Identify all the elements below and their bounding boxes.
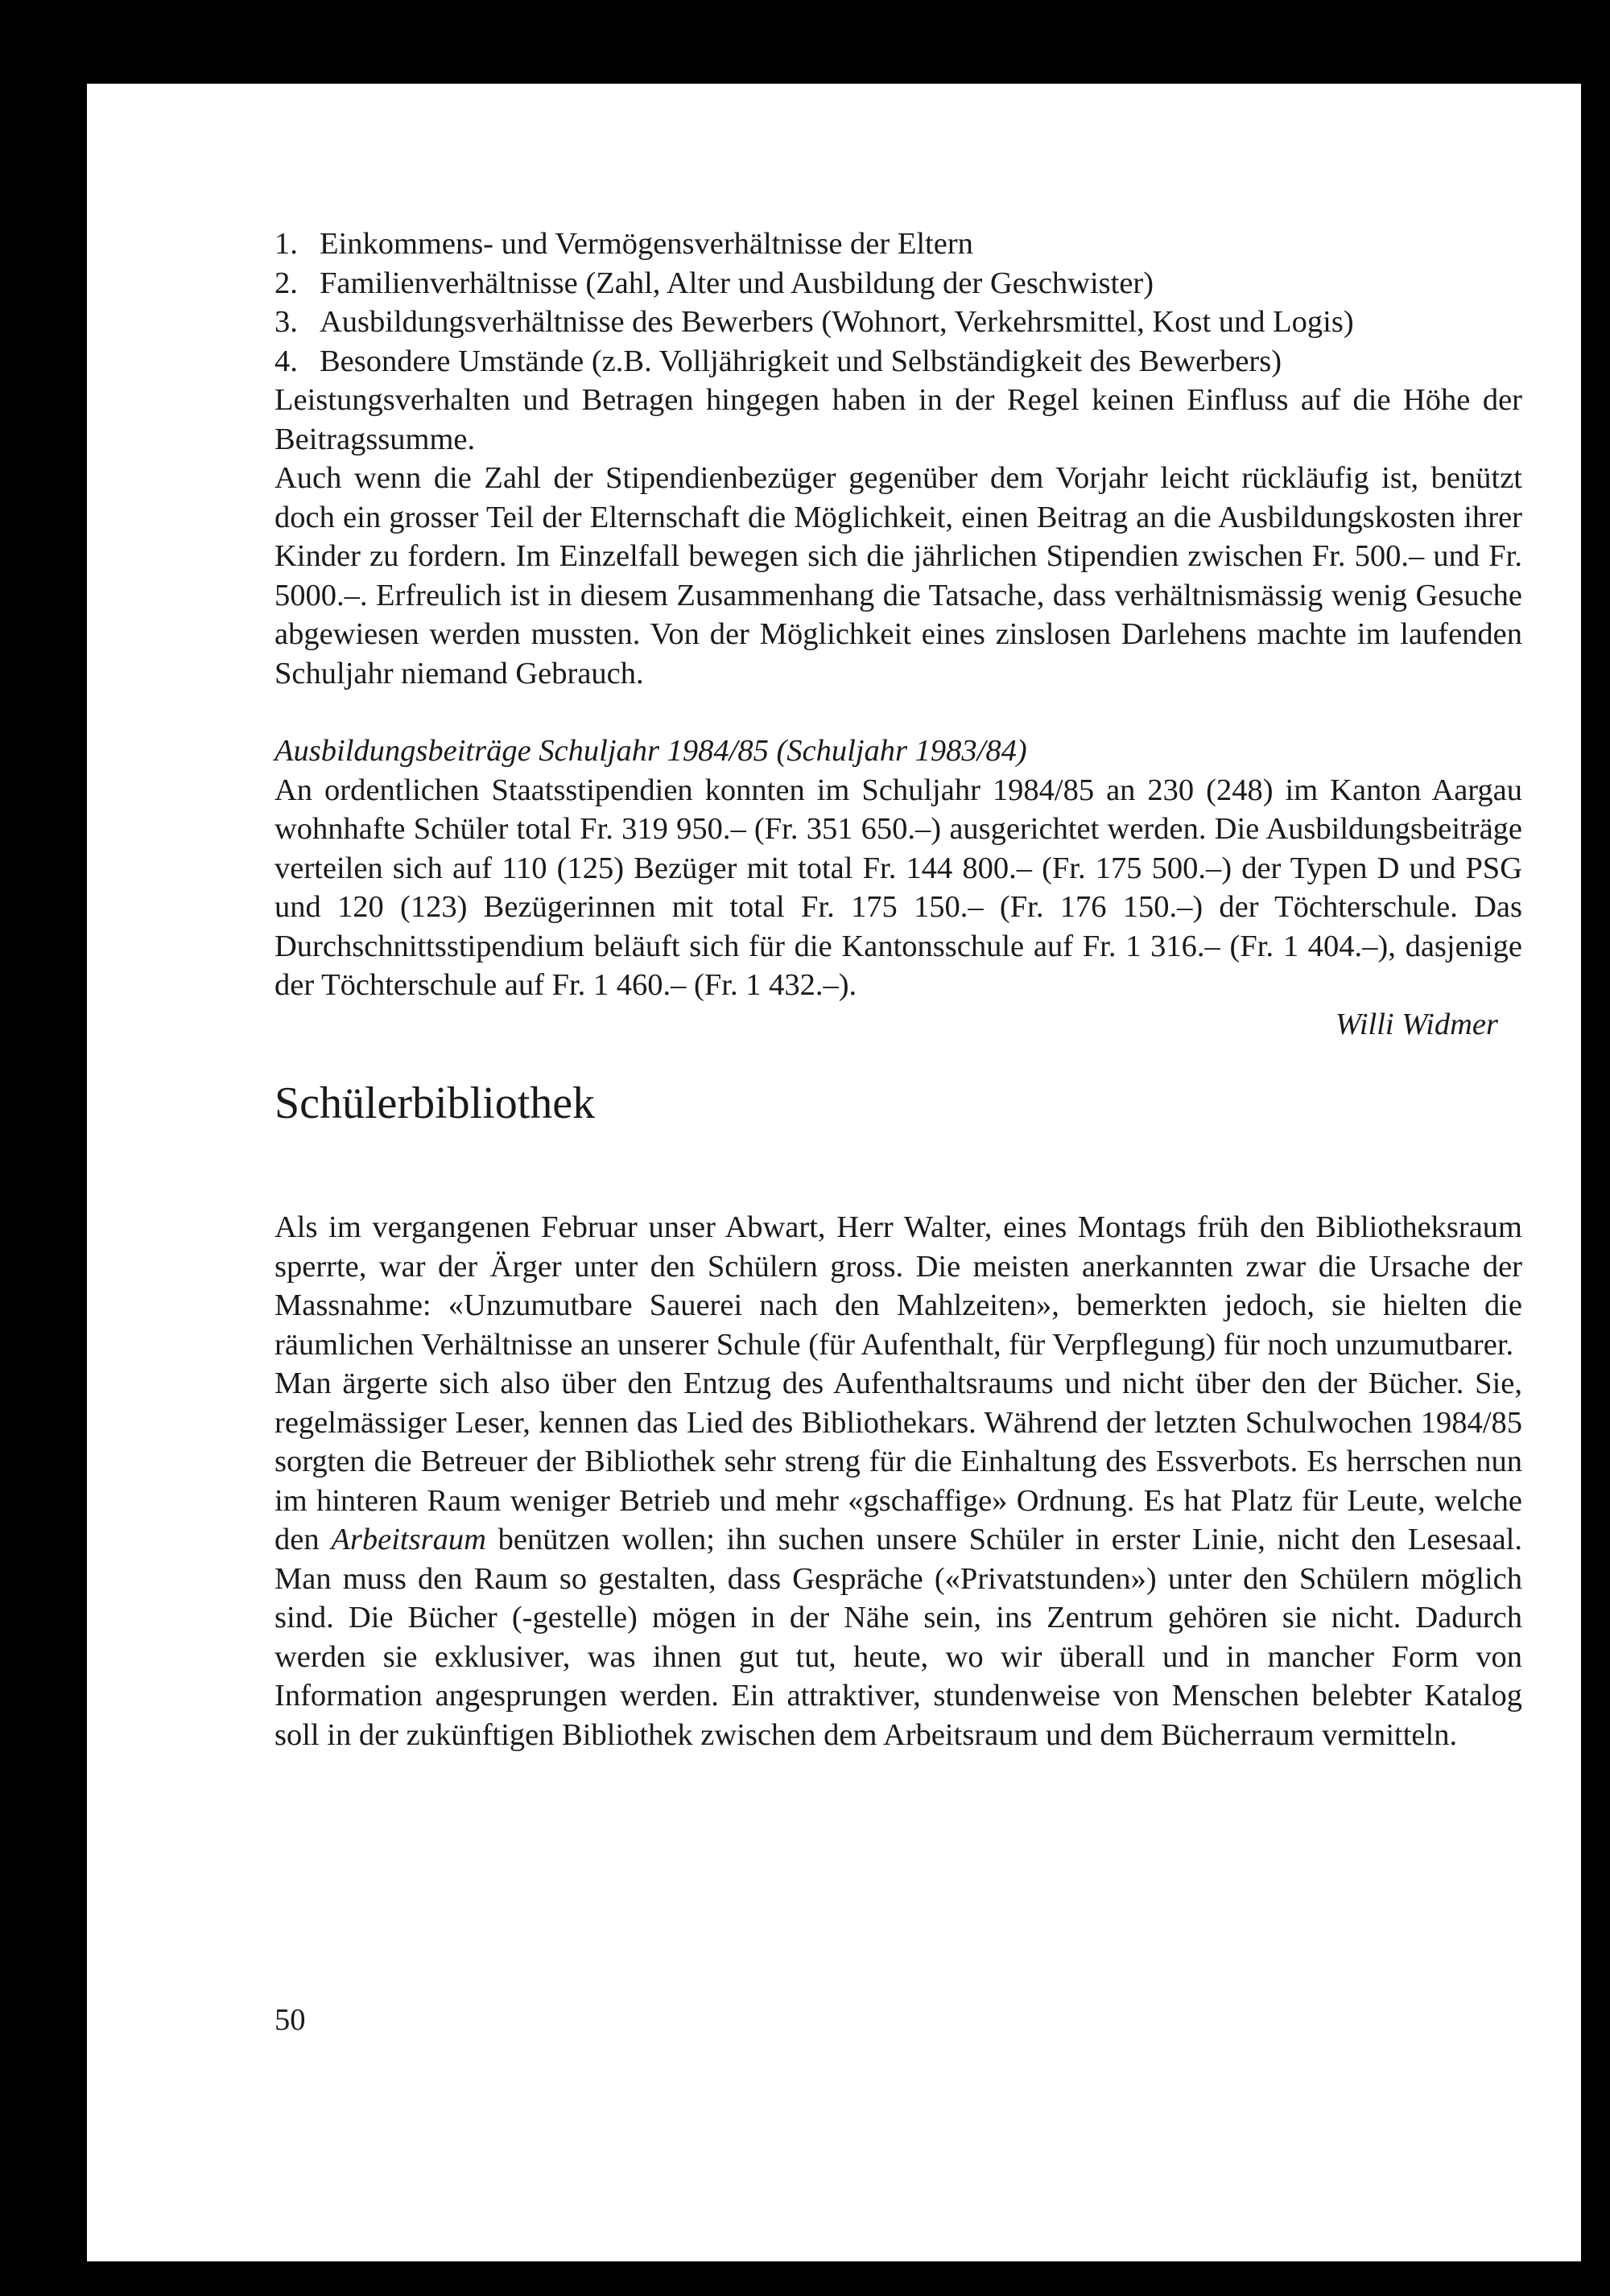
paragraph: Leistungsverhalten und Betragen hingegen haben in der Regel keinen Einfluss auf die Höhe der Beitragssumme. [275,383,1522,456]
list-text: Einkommens- und Vermögensverhältnisse der Eltern [320,227,973,261]
spacer [275,693,1522,732]
paragraph: Auch wenn die Zahl der Stipendienbezüger gegenüber dem Vorjahr leicht rückläufig ist, benützt doch ein grosser Teil der Elternschaft die Möglichkeit, einen Beitrag an die Ausbildungskosten ihrer Kinder zu fordern. Im Einzelfall bewegen sich die jährlichen Stipendien zwischen Fr. 500.– und Fr. 5000.–. Erfreulich ist in diesem Zusammenhang die Tatsache, dass verhältnismässig wenig Gesuche abgewiesen werden mussten. Von der Möglichkeit eines zinslosen Darlehens machte im laufenden Schuljahr niemand Gebrauch. [275,461,1522,690]
author-signature: Willi Widmer [1335,1007,1498,1041]
list-item [275,303,1522,342]
list-item [275,342,1522,381]
list-text: Familienverhältnisse (Zahl, Alter und Ausbildung der Geschwister) [320,266,1154,300]
list-text: Besondere Umstände (z.B. Volljährigkeit und Selbständigkeit des Bewerbers) [320,344,1282,378]
list-number: 1. [275,227,298,261]
section-title: Schülerbibliothek [275,1078,596,1128]
paragraph-text: Man ärgerte sich also über den Entzug des Aufenthaltsraums und nicht über den der Bücher. Sie, regelmässiger Leser, kennen das Lied des Bibliothekars. Während der letzten Schulwochen 1984/85 sorgten die Betreuer der Bibliothek sehr streng für die Einhaltung des Essverbots. Es herrschen nun im hinteren Raum weniger Betrieb und mehr «gschaffige» Ordnung. Es hat Platz für Leute, welche den [275,1366,1522,1556]
page-content [275,225,1522,1754]
criteria-list [275,225,1522,381]
list-item [275,225,1522,264]
list-item [275,264,1522,303]
list-number: 2. [275,266,298,300]
spacer [275,1129,1522,1208]
paragraph: An ordentlichen Staatsstipendien konnten im Schuljahr 1984/85 an 230 (248) im Kanton Aargau wohnhafte Schüler total Fr. 319 950.– (Fr. 351 650.–) ausgerichtet werden. Die Ausbildungsbeiträge verteilen sich auf 110 (125) Bezüger mit total Fr. 144 800.– (Fr. 175 500.–) der Typen D und PSG und 120 (123) Bezügerinnen mit total Fr. 175 150.– (Fr. 176 150.–) der Töchterschule. Das Durchschnittsstipendium beläuft sich für die Kantonsschule auf Fr. 1 316.– (Fr. 1 404.–), dasjenige der Töchterschule auf Fr. 1 460.– (Fr. 1 432.–). [275,773,1522,1002]
paragraph: Als im vergangenen Februar unser Abwart, Herr Walter, eines Montags früh den Bibliotheksraum sperrte, war der Ärger unter den Schülern gross. Die meisten anerkannten zwar die Ursache der Massnahme: «Unzumutbare Sauerei nach den Mahlzeiten», bemerkten jedoch, sie hielten die räumlichen Verhältnisse an unserer Schule (für Aufenthalt, für Verpflegung) für noch unzumutbarer. [275,1210,1522,1362]
paragraph-text: benützen wollen; ihn suchen unsere Schüler in erster Linie, nicht den Lesesaal. Man muss den Raum so gestalten, dass Gespräche («Privatstunden») unter den Schülern möglich sind. Die Bücher (-gestelle) mögen in der Nähe sein, ins Zentrum gehören sie nicht. Dadurch werden sie exklusiver, was ihnen gut tut, heute, wo wir überall und in mancher Form von Information angesprungen werden. Ein attraktiver, stundenweise von Menschen belebter Katalog soll in der zukünftigen Bibliothek zwischen dem Arbeitsraum und dem Bücherraum vermitteln. [275,1523,1522,1752]
list-number: 4. [275,344,298,378]
paragraph [275,1364,1522,1754]
subsection-heading: Ausbildungsbeiträge Schuljahr 1984/85 (Schuljahr 1983/84) [275,734,1027,768]
page-number: 50 [275,2003,306,2037]
document-page [87,84,1581,2261]
list-number: 3. [275,305,298,339]
emphasis-text: Arbeitsraum [331,1523,486,1556]
list-text: Ausbildungsverhältnisse des Bewerbers (Wohnort, Verkehrsmittel, Kost und Logis) [320,305,1354,339]
